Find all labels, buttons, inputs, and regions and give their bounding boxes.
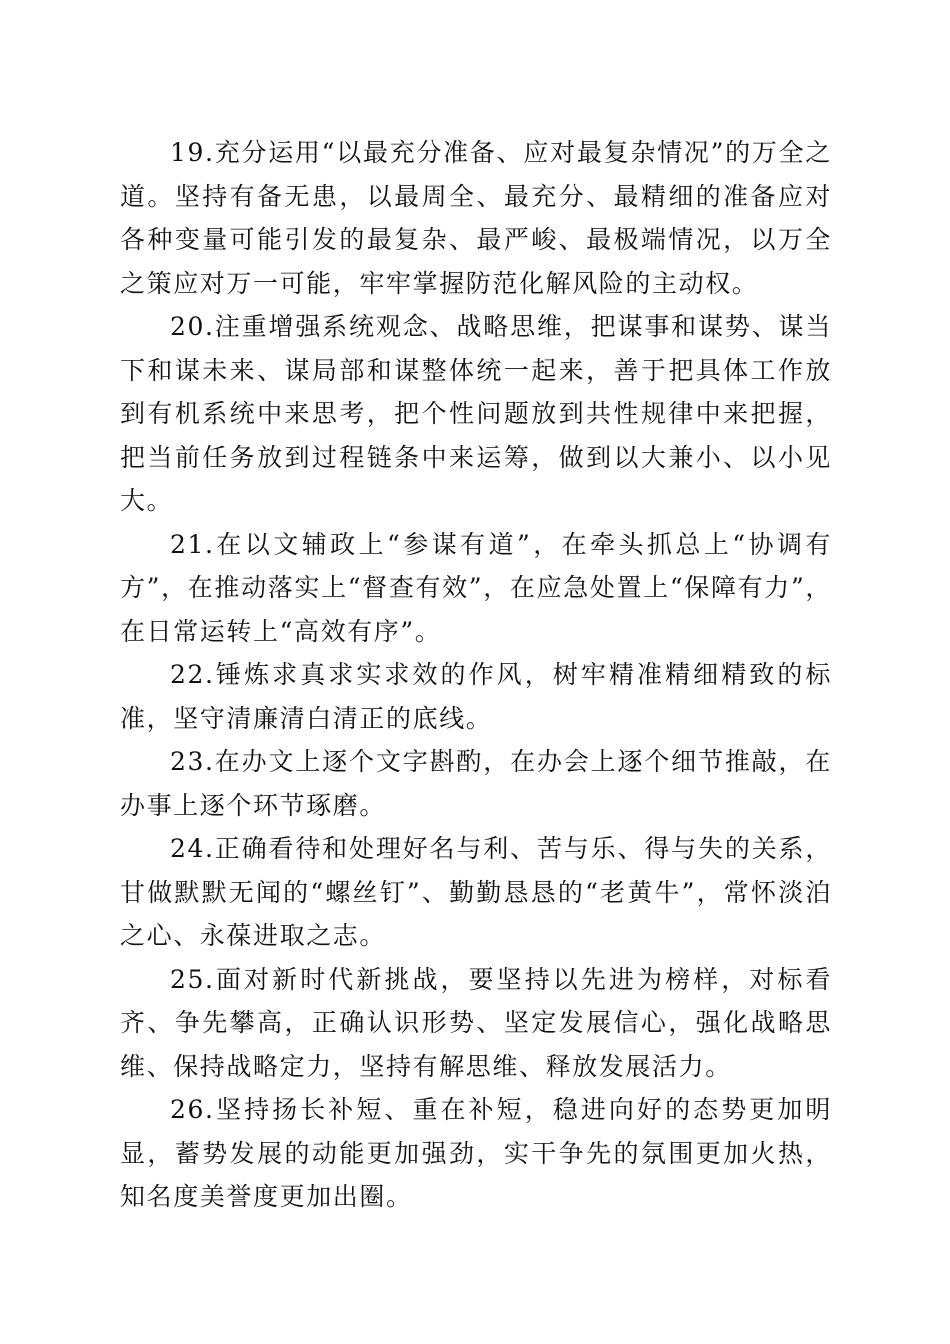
paragraph-26: 26.坚持扬长补短、重在补短，稳进向好的态势更加明显，蓄势发展的动能更加强劲，实干争先的氛围更加火热，知名度美誉度更加出圈。	[120, 1095, 832, 1211]
paragraph-21: 21.在以文辅政上“参谋有道”，在牵头抓总上“协调有方”，在推动落实上“督查有效”，在应急处置上“保障有力”，在日常运转上“高效有序”。	[120, 529, 832, 646]
paragraph-20: 20.注重增强系统观念、战略思维，把谋事和谋势、谋当下和谋未来、谋局部和谋整体统一起来，善于把具体工作放到有机系统中来思考，把个性问题放到共性规律中来把握，把当前任务放到过程链条中来运筹，做到以大兼小、以小见大。	[120, 312, 832, 515]
paragraph-22: 22.锤炼求真求实求效的作风，树牢精准精细精致的标准，坚守清廉清白清正的底线。	[120, 660, 832, 733]
paragraph-19: 19.充分运用“以最充分准备、应对最复杂情况”的万全之道。坚持有备无患，以最周全、最充分、最精细的准备应对各种变量可能引发的最复杂、最严峻、最极端情况，以万全之策应对万一可能，牢牢掌握防范化解风险的主动权。	[120, 138, 832, 298]
paragraph-25: 25.面对新时代新挑战，要坚持以先进为榜样，对标看齐、争先攀高，正确认识形势、坚定发展信心，强化战略思维、保持战略定力，坚持有解思维、释放发展活力。	[120, 964, 832, 1081]
paragraph-24: 24.正确看待和处理好名与利、苦与乐、得与失的关系，甘做默默无闻的“螺丝钉”、勤勤恳恳的“老黄牛”，常怀淡泊之心、永葆进取之志。	[120, 834, 832, 950]
paragraph-23: 23.在办文上逐个文字斟酌，在办会上逐个细节推敲，在办事上逐个环节琢磨。	[120, 747, 832, 820]
document-body	[120, 131, 832, 1219]
